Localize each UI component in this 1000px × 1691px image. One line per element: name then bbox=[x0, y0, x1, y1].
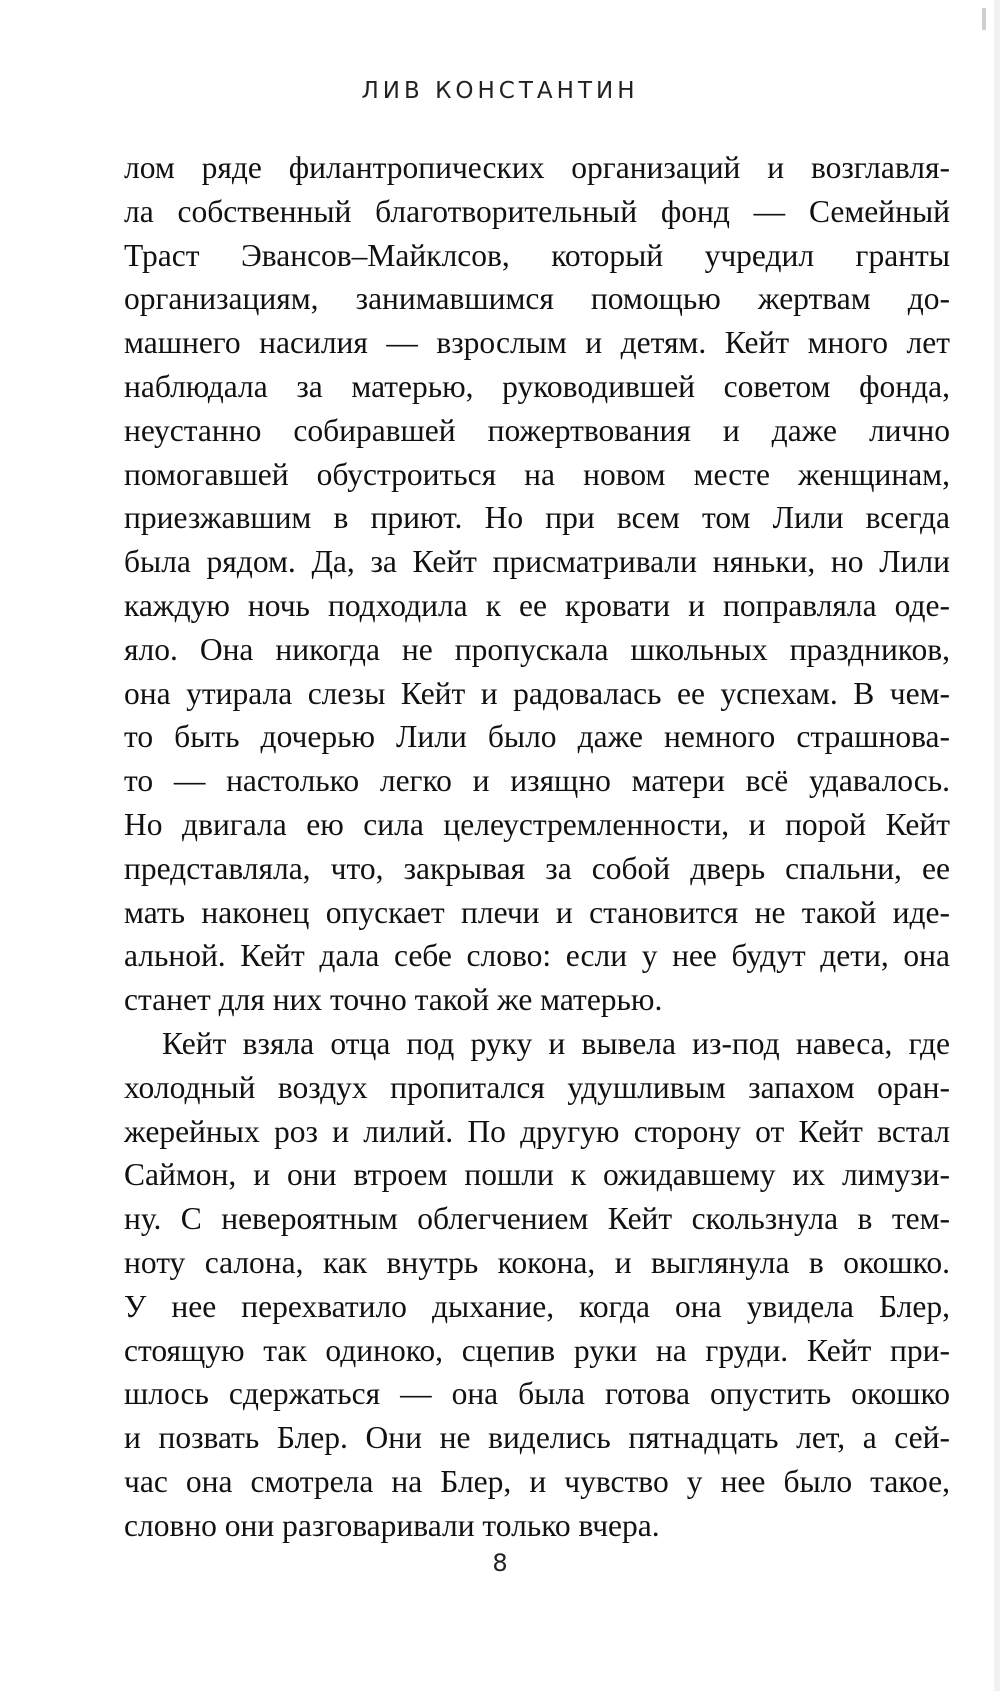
text-line: яло. Она никогда не пропускала школьных праздников, bbox=[124, 631, 950, 667]
text-line: час она смотрела на Блер, и чувство у нее было такое, bbox=[124, 1463, 950, 1499]
text-line: представляла, что, закрывая за собой дверь спальни, ее bbox=[124, 850, 950, 886]
scan-corner-mark bbox=[982, 8, 986, 30]
text-line: шлось сдержаться — она была готова опустить окошко bbox=[124, 1376, 950, 1412]
text-line: организациям, занимавшимся помощью жертвам до- bbox=[124, 281, 950, 317]
text-line: ноту салона, как внутрь кокона, и выглянула в окошко. bbox=[124, 1244, 950, 1280]
text-line: станет для них точно такой же матерью. bbox=[124, 982, 663, 1018]
text-line: Саймон, и они втроем пошли к ожидавшему их лимузи- bbox=[124, 1157, 950, 1193]
text-line: и позвать Блер. Они не виделись пятнадцать лет, а сей- bbox=[124, 1420, 950, 1456]
text-line: мать наконец опускает плечи и становится не такой иде- bbox=[124, 894, 950, 930]
text-line: словно они разговаривали только вчера. bbox=[124, 1507, 660, 1543]
text-line: то быть дочерью Лили было даже немного страшнова- bbox=[124, 719, 950, 755]
text-line: машнего насилия — взрослым и детям. Кейт много лет bbox=[124, 325, 950, 361]
text-line: У нее перехватило дыхание, когда она увидела Блер, bbox=[124, 1288, 950, 1324]
text-line: холодный воздух пропитался удушливым запахом оран- bbox=[124, 1069, 950, 1105]
paragraph-2 bbox=[124, 1022, 950, 1548]
text-line: наблюдала за матерью, руководившей советом фонда, bbox=[124, 368, 950, 404]
text-line: жерейных роз и лилий. По другую сторону от Кейт встал bbox=[124, 1113, 950, 1149]
running-head-author: ЛИВ КОНСТАНТИН bbox=[361, 78, 639, 104]
text-line: Кейт взяла отца под руку и вывела из-под навеса, где bbox=[162, 1025, 950, 1061]
paragraph-1 bbox=[124, 146, 950, 1022]
text-line: помогавшей обустроиться на новом месте женщинам, bbox=[124, 456, 950, 492]
text-line: стоящую так одиноко, сцепив руки на груди. Кейт при- bbox=[124, 1332, 950, 1368]
page-number: 8 bbox=[492, 1549, 508, 1577]
text-line: ну. С невероятным облегчением Кейт скользнула в тем- bbox=[124, 1201, 950, 1237]
text-line: была рядом. Да, за Кейт присматривали няньки, но Лили bbox=[124, 544, 950, 580]
text-line: лом ряде филантропических организаций и возглавля- bbox=[124, 150, 950, 185]
text-line: Траст Эвансов–Майклсов, который учредил гранты bbox=[124, 237, 950, 273]
text-line: каждую ночь подходила к ее кровати и поправляла оде- bbox=[124, 587, 950, 623]
text-line: неустанно собиравшей пожертвования и даже лично bbox=[124, 412, 950, 448]
text-line: приезжавшим в приют. Но при всем том Лили всегда bbox=[124, 500, 950, 536]
text-line: она утирала слезы Кейт и радовалась ее успехам. В чем- bbox=[124, 675, 950, 711]
text-line: то — настолько легко и изящно матери всё удавалось. bbox=[124, 763, 950, 799]
body-text bbox=[124, 146, 950, 1548]
text-line: Но двигала ею сила целеустремленности, и порой Кейт bbox=[124, 806, 950, 842]
text-line: ла собственный благотворительный фонд — Семейный bbox=[124, 193, 950, 229]
page-edge-shadow bbox=[994, 0, 1000, 1691]
text-line: альной. Кейт дала себе слово: если у нее будут дети, она bbox=[124, 938, 950, 974]
